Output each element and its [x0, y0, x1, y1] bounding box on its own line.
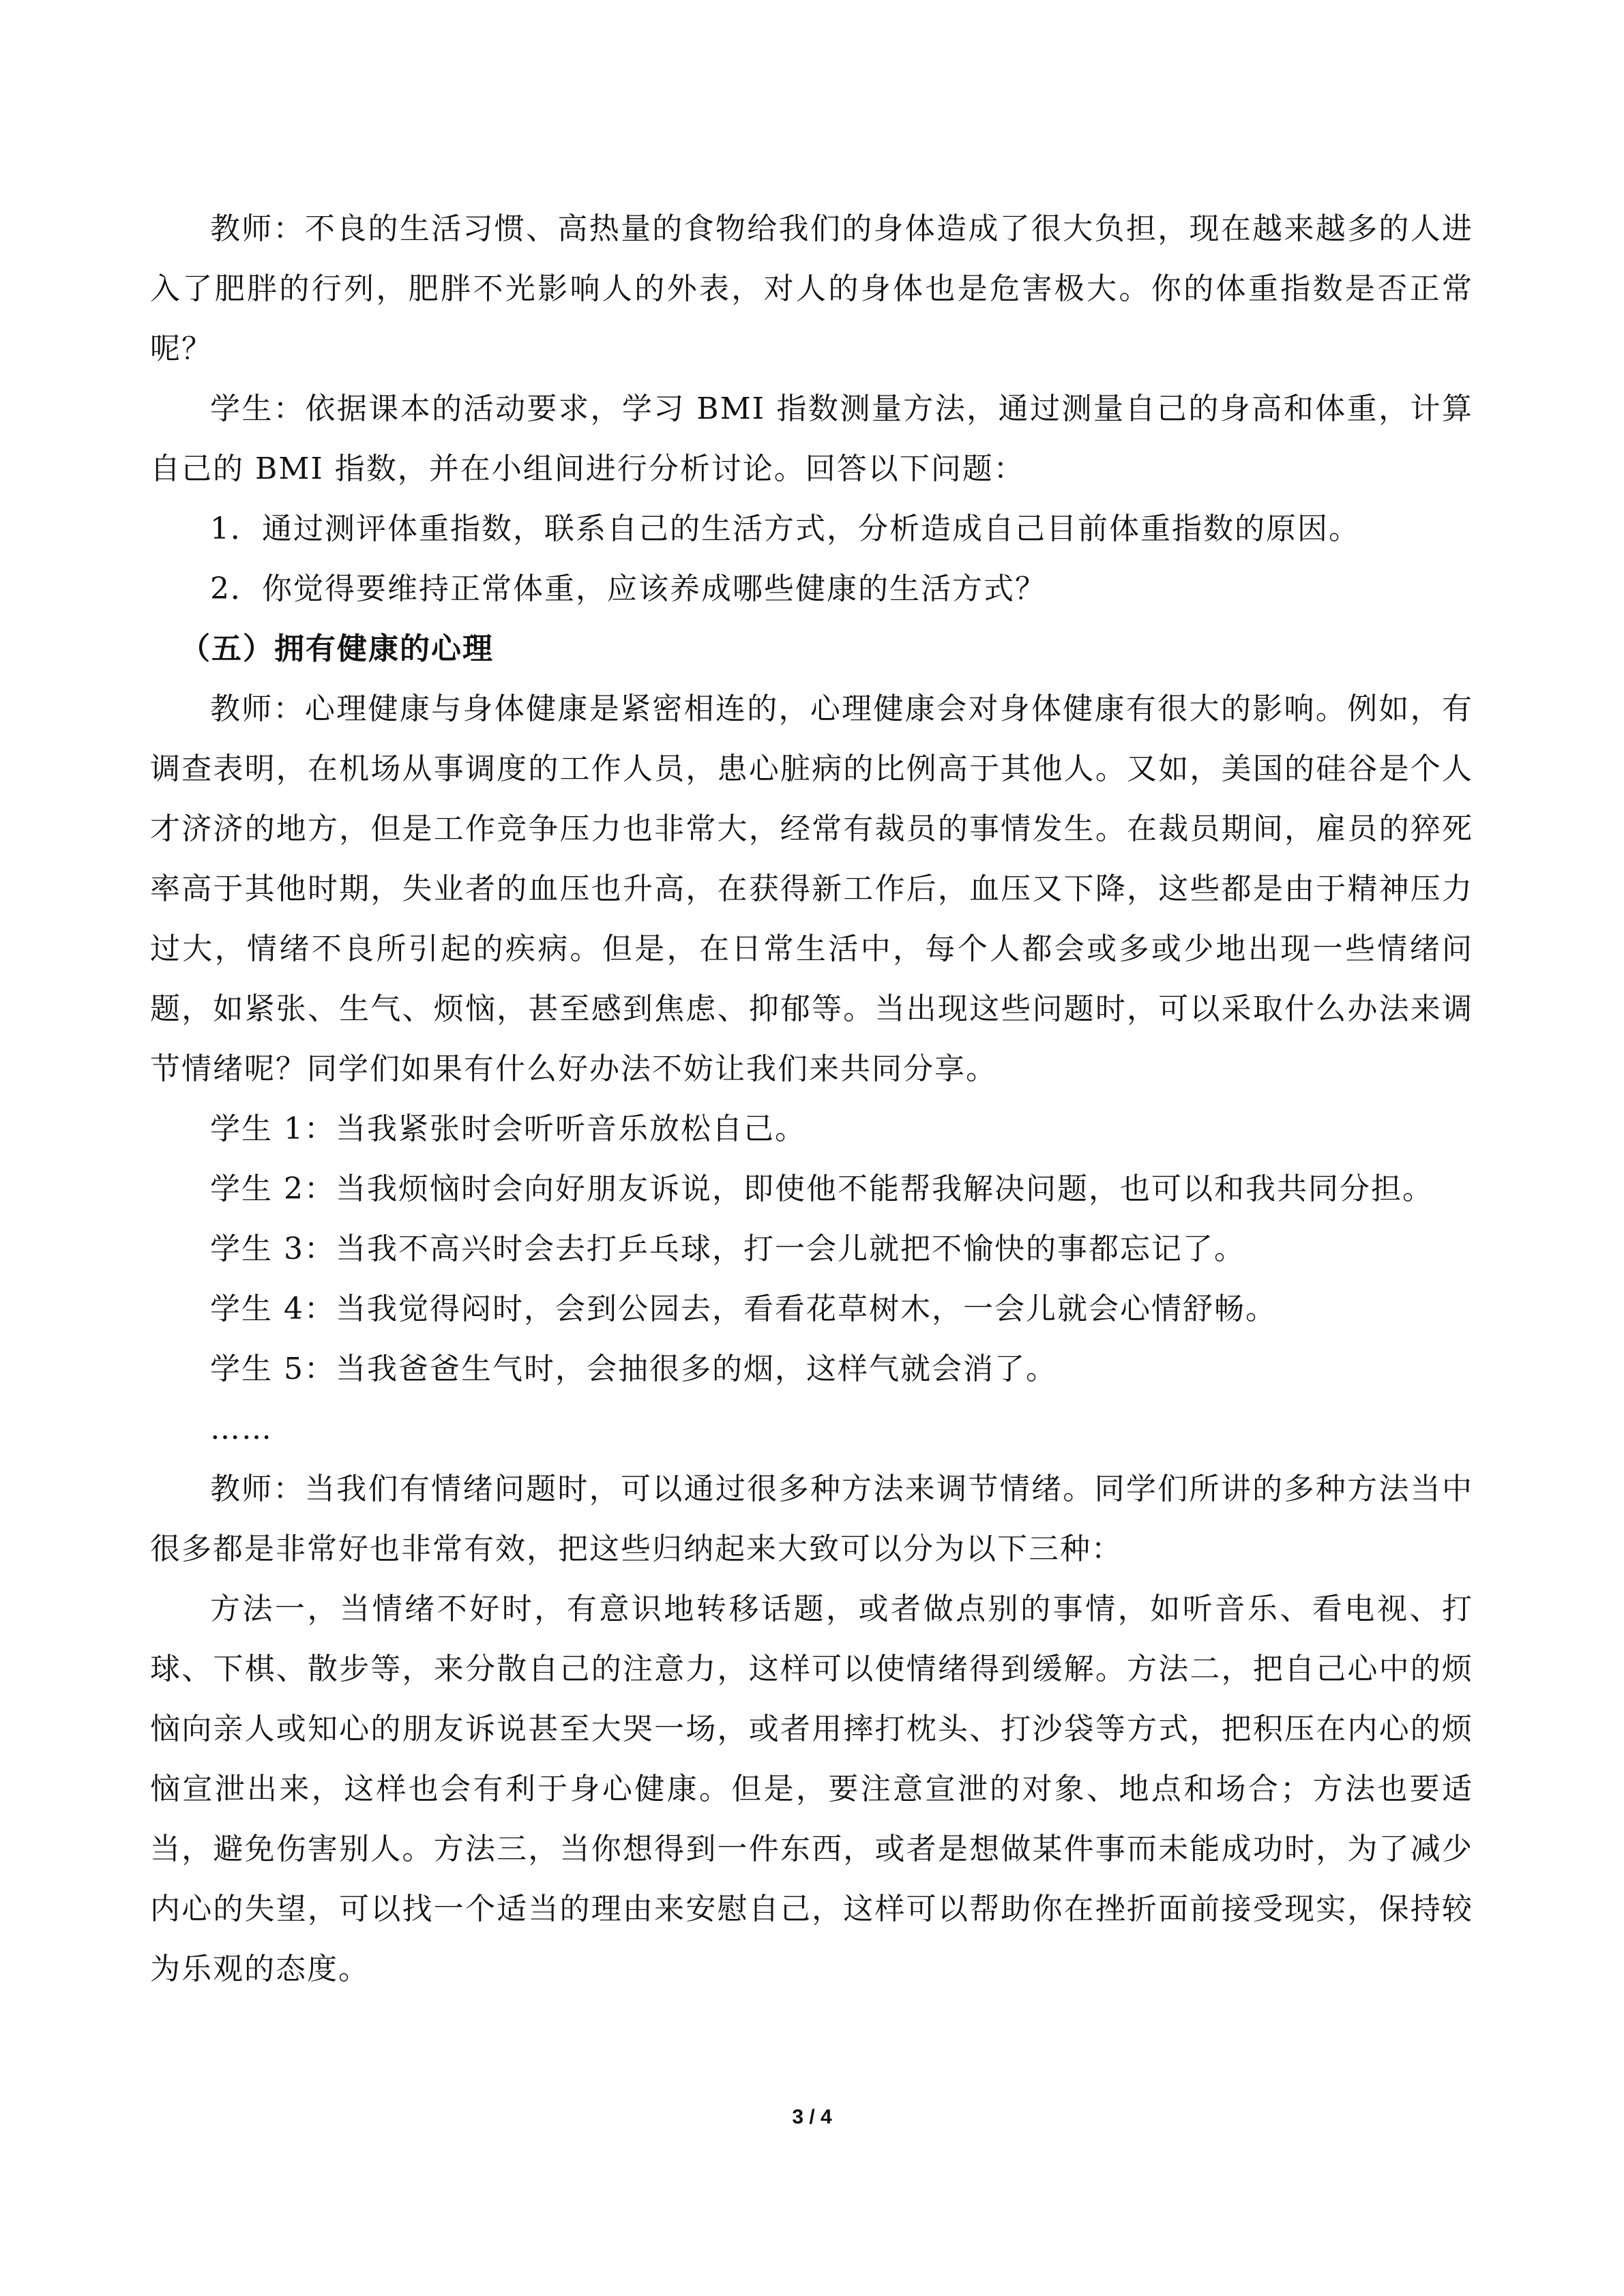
paragraph-student-2: 学生 2：当我烦恼时会向好朋友诉说，即使他不能帮我解决问题，也可以和我共同分担。	[210, 1172, 1434, 1206]
page-content	[150, 199, 1473, 1999]
paragraph-question-2: 2．你觉得要维持正常体重，应该养成哪些健康的生活方式？	[210, 571, 1046, 606]
paragraph-student-5: 学生 5：当我爸爸生气时，会抽很多的烟，这样气就会消了。	[210, 1352, 1057, 1386]
paragraph-student-1: 学生 1：当我紧张时会听听音乐放松自己。	[210, 1112, 806, 1146]
paragraph-teacher-intro: 教师：不良的生活习惯、高热量的食物给我们的身体造成了很大负担，现在越来越多的人进入了肥胖的行列，肥胖不光影响人的外表，对人的身体也是危害极大。你的体重指数是否正常呢？	[150, 211, 1473, 366]
paragraph-ellipsis: ……	[210, 1412, 273, 1446]
section-heading: （五）拥有健康的心理	[180, 631, 494, 666]
paragraph-student-bmi: 学生：依据课本的活动要求，学习 BMI 指数测量方法，通过测量自己的身高和体重，计算自己的 BMI 指数，并在小组间进行分析讨论。回答以下问题：	[150, 391, 1473, 486]
paragraph-teacher-psychology: 教师：心理健康与身体健康是紧密相连的，心理健康会对身体健康有很大的影响。例如，有调查表明，在机场从事调度的工作人员，患心脏病的比例高于其他人。又如，美国的硅谷是个人才济济的地方，但是工作竞争压力也非常大，经常有裁员的事情发生。在裁员期间，雇员的猝死率高于其他时期，失业者的血压也升高，在获得新工作后，血压又下降，这些都是由于精神压力过大，情绪不良所引起的疾病。但是，在日常生活中，每个人都会或多或少地出现一些情绪问题，如紧张、生气、烦恼，甚至感到焦虑、抑郁等。当出现这些问题时，可以采取什么办法来调节情绪呢？同学们如果有什么好办法不妨让我们来共同分享。	[150, 691, 1473, 1086]
paragraph-methods: 方法一，当情绪不好时，有意识地转移话题，或者做点别的事情，如听音乐、看电视、打球、下棋、散步等，来分散自己的注意力，这样可以使情绪得到缓解。方法二，把自己心中的烦恼向亲人或知心的朋友诉说甚至大哭一场，或者用摔打枕头、打沙袋等方式，把积压在内心的烦恼宣泄出来，这样也会有利于身心健康。但是，要注意宣泄的对象、地点和场合；方法也要适当，避免伤害别人。方法三，当你想得到一件东西，或者是想做某件事而未能成功时，为了减少内心的失望，可以找一个适当的理由来安慰自己，这样可以帮助你在挫折面前接受现实，保持较为乐观的态度。	[150, 1592, 1473, 1986]
paragraph-student-3: 学生 3：当我不高兴时会去打乒乓球，打一会儿就把不愉快的事都忘记了。	[210, 1232, 1245, 1266]
paragraph-question-1: 1．通过测评体重指数，联系自己的生活方式，分析造成自己目前体重指数的原因。	[210, 511, 1360, 546]
paragraph-student-4: 学生 4：当我觉得闷时，会到公园去，看看花草树木，一会儿就会心情舒畅。	[210, 1292, 1277, 1326]
page-number: 3 / 4	[792, 2106, 832, 2128]
paragraph-teacher-summary: 教师：当我们有情绪问题时，可以通过很多种方法来调节情绪。同学们所讲的多种方法当中很多都是非常好也非常有效，把这些归纳起来大致可以分为以下三种：	[150, 1472, 1473, 1566]
